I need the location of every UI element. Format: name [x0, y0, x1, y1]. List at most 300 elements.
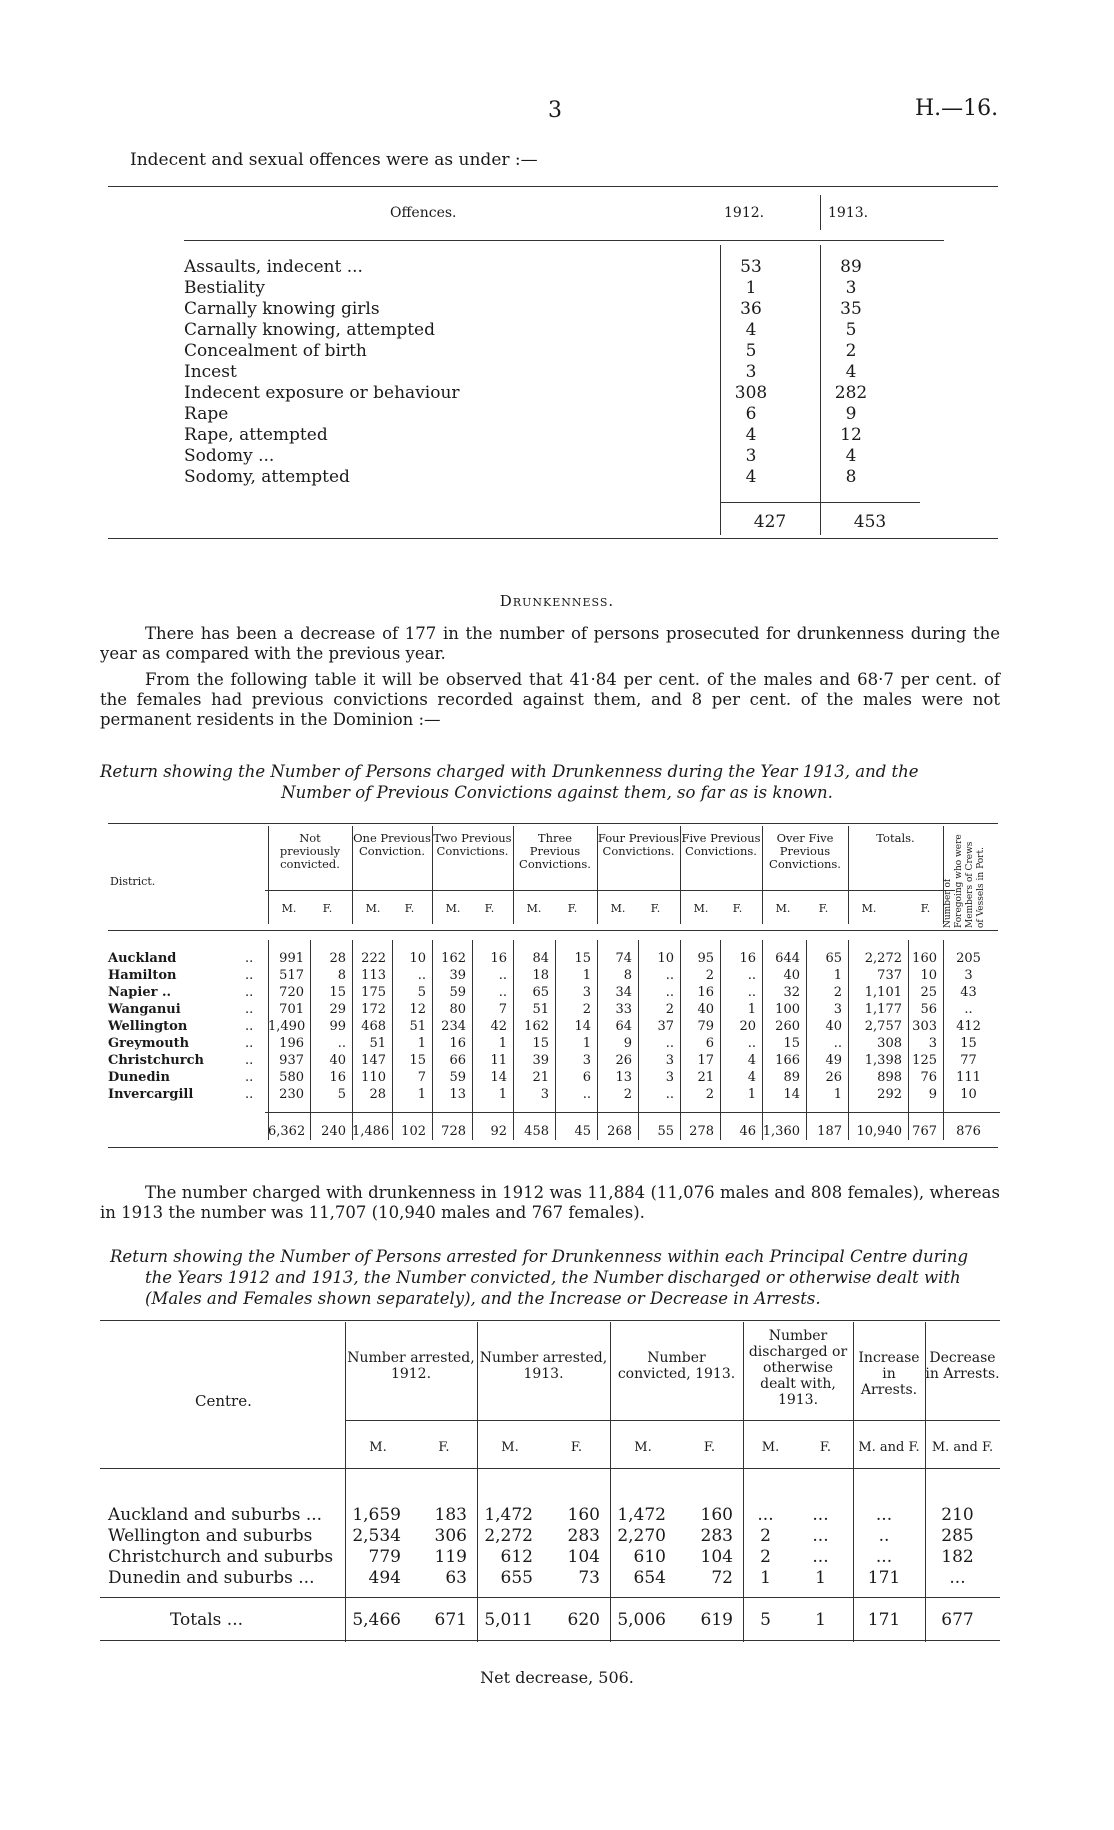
table-cell: 610 [633, 1547, 666, 1567]
table-rule [108, 538, 998, 539]
offences-total-1913: 453 [853, 512, 887, 532]
table-cell: 17 [697, 1053, 714, 1068]
table-cell: 160 [912, 951, 937, 966]
total-cell: 677 [941, 1610, 974, 1630]
col-divider [943, 940, 944, 1140]
value-1913: 12 [840, 425, 862, 445]
col-group-header: One Previous Conviction. [353, 831, 431, 858]
total-cell: 1 [815, 1610, 826, 1630]
header-female: F. [819, 1440, 832, 1455]
table-cell: 84 [532, 951, 549, 966]
table-cell: .. [337, 1036, 346, 1051]
table-cell: 43 [960, 985, 977, 1000]
value-1912: 3 [745, 446, 757, 466]
table-cell: 73 [578, 1568, 600, 1588]
table-cell: 49 [825, 1053, 842, 1068]
col-group-header: Five Previous Convictions. [681, 831, 761, 858]
leader-dots: .. [245, 968, 254, 983]
header-female: F. [404, 902, 415, 915]
table-cell: 1 [417, 1087, 426, 1102]
col-divider [908, 940, 909, 1140]
table-cell: 205 [956, 951, 981, 966]
table-cell: 644 [775, 951, 800, 966]
table-cell: 12 [409, 1002, 426, 1017]
table-cell: 701 [279, 1002, 304, 1017]
table-cell: 80 [449, 1002, 466, 1017]
table-cell: 34 [615, 985, 632, 1000]
table-row [184, 425, 944, 446]
table-cell: .. [878, 1526, 890, 1546]
table-cell: 898 [877, 1070, 902, 1085]
table-caption: Return showing the Number of Persons charged with Drunkenness during the Year 1913, and the [100, 762, 919, 781]
centre-name: Auckland and suburbs ... [108, 1505, 323, 1525]
table-cell: 7 [417, 1070, 426, 1085]
header-male: M. [634, 1440, 652, 1455]
col-divider [555, 940, 556, 1140]
table-rule [184, 240, 944, 241]
value-1912: 5 [745, 341, 757, 361]
total-cell: 1,486 [352, 1124, 390, 1139]
table-cell: 4 [747, 1053, 756, 1068]
table-cell: .. [747, 1036, 756, 1051]
col-divider [472, 940, 473, 1140]
col-group-header: Two Previous Convictions. [433, 831, 512, 858]
district-name: Dunedin [108, 1070, 170, 1085]
table-cell: 15 [960, 1036, 977, 1051]
table-cell: 15 [783, 1036, 800, 1051]
col-group-header: Totals. [876, 831, 915, 845]
header-male: M. [610, 902, 626, 915]
table-row [184, 383, 944, 404]
table-rule [108, 186, 998, 187]
col-header-centre: Centre. [195, 1392, 252, 1410]
value-1913: 5 [845, 320, 857, 340]
offences-intro: Indecent and sexual offences were as under :— [130, 150, 538, 170]
table-cell: 1,472 [617, 1505, 666, 1525]
table-cell: 39 [532, 1053, 549, 1068]
table-cell: 2 [623, 1087, 632, 1102]
table-cell: 1,659 [352, 1505, 401, 1525]
table-rule [100, 1640, 1000, 1641]
table-cell: 42 [490, 1019, 507, 1034]
table-cell: 222 [361, 951, 386, 966]
table-cell: .. [665, 985, 674, 1000]
total-cell: 458 [524, 1124, 549, 1139]
table-cell: 210 [941, 1505, 974, 1525]
table-caption: (Males and Females shown separately), and the Increase or Decrease in Arrests. [145, 1289, 821, 1308]
table-cell: 5 [417, 985, 426, 1000]
table-rule [108, 930, 998, 931]
leader-dots: .. [245, 1002, 254, 1017]
table-cell: 39 [449, 968, 466, 983]
table-cell: 171 [867, 1568, 901, 1588]
table-cell: ... [812, 1505, 829, 1525]
table-cell: ... [949, 1568, 966, 1588]
table-cell: 29 [329, 1002, 346, 1017]
col-divider [853, 1322, 854, 1642]
table-cell: 1 [747, 1087, 756, 1102]
table-cell: 14 [490, 1070, 507, 1085]
table-cell: 991 [279, 951, 304, 966]
table-cell: 66 [449, 1053, 466, 1068]
table-cell: 8 [623, 968, 632, 983]
table-cell: 1 [498, 1087, 507, 1102]
table-cell: 172 [361, 1002, 386, 1017]
table-cell: 162 [524, 1019, 549, 1034]
table-cell: 40 [825, 1019, 842, 1034]
table-cell: 64 [615, 1019, 632, 1034]
table-rule [108, 1147, 998, 1148]
district-name: Wellington [108, 1019, 188, 1034]
value-1912: 36 [740, 299, 762, 319]
district-name: Invercargill [108, 1087, 194, 1102]
total-rule [265, 1112, 1000, 1113]
table-row [184, 320, 944, 341]
table-cell: 95 [697, 951, 714, 966]
offences-total-1912: 427 [753, 512, 787, 532]
table-cell: 183 [434, 1505, 467, 1525]
table-cell: 20 [739, 1019, 756, 1034]
header-male: M. [861, 902, 877, 915]
table-cell: 79 [697, 1019, 714, 1034]
col-header-district: District. [110, 875, 156, 888]
table-cell: 16 [697, 985, 714, 1000]
table-cell: 2 [582, 1002, 591, 1017]
value-1912: 4 [745, 320, 757, 340]
table-cell: 612 [500, 1547, 533, 1567]
table-row [184, 467, 944, 488]
table-cell: 16 [449, 1036, 466, 1051]
totals-label: Totals ... [170, 1610, 243, 1630]
total-cell: 5,466 [352, 1610, 401, 1630]
table-cell: .. [964, 1002, 973, 1017]
table-cell: 21 [532, 1070, 549, 1085]
table-cell: 412 [956, 1019, 981, 1034]
leader-dots: .. [245, 985, 254, 1000]
table-cell: 3 [665, 1070, 674, 1085]
table-cell: 21 [697, 1070, 714, 1085]
offence-label: Rape, attempted [184, 425, 328, 445]
table-cell: 3 [540, 1087, 549, 1102]
total-cell: 1,360 [762, 1124, 800, 1139]
value-1913: 35 [840, 299, 862, 319]
table-rule [108, 823, 998, 824]
table-cell: 28 [369, 1087, 386, 1102]
table-cell: 28 [329, 951, 346, 966]
col-group-header: Increase in Arrests. [858, 1350, 920, 1398]
table-cell: 737 [877, 968, 902, 983]
table-cell: 32 [783, 985, 800, 1000]
offence-label: Incest [184, 362, 237, 382]
value-1912: 1 [745, 278, 757, 298]
table-cell: .. [417, 968, 426, 983]
table-cell: 2,757 [864, 1019, 902, 1034]
table-cell: ... [812, 1526, 829, 1546]
header-male-female: M. and F. [858, 1440, 920, 1455]
header-male: M. [281, 902, 297, 915]
table-cell: 283 [700, 1526, 733, 1546]
total-cell: 171 [867, 1610, 901, 1630]
page-number: 3 [548, 98, 562, 123]
table-cell: 10 [920, 968, 937, 983]
table-cell: 18 [532, 968, 549, 983]
table-cell: 15 [329, 985, 346, 1000]
table-cell: 1,490 [268, 1019, 306, 1034]
header-female: F. [570, 1440, 583, 1455]
table-cell: 1 [498, 1036, 507, 1051]
value-1913: 89 [840, 257, 862, 277]
col-header-1912: 1912. [724, 205, 765, 221]
value-1913: 2 [845, 341, 857, 361]
table-cell: 77 [960, 1053, 977, 1068]
table-cell: 1 [833, 968, 842, 983]
table-cell: 654 [633, 1568, 666, 1588]
leader-dots: .. [245, 951, 254, 966]
col-group-header: Decrease in Arrests. [925, 1350, 1000, 1382]
col-group-header: Number convicted, 1913. [617, 1350, 736, 1382]
table-cell: 16 [329, 1070, 346, 1085]
centre-name: Dunedin and suburbs ... [108, 1568, 315, 1588]
table-cell: 468 [361, 1019, 386, 1034]
col-group-header: Over Five Previous Convictions. [769, 831, 841, 871]
total-rule [720, 502, 920, 503]
table-cell: 4 [747, 1070, 756, 1085]
value-1912: 3 [745, 362, 757, 382]
district-name: Greymouth [108, 1036, 190, 1051]
table-rule [100, 1468, 1000, 1469]
header-male: M. [761, 1440, 780, 1455]
table-cell: 234 [441, 1019, 466, 1034]
table-cell: 1,101 [864, 985, 902, 1000]
table-cell: 937 [279, 1053, 304, 1068]
table-cell: 25 [920, 985, 937, 1000]
col-header-offences: Offences. [390, 205, 457, 221]
col-divider [848, 940, 849, 1140]
table-rule [345, 1420, 1000, 1421]
table-cell: 3 [582, 1053, 591, 1068]
table-cell: 3 [928, 1036, 937, 1051]
table-cell: 59 [449, 985, 466, 1000]
table-cell: 1 [815, 1568, 826, 1588]
header-male: M. [365, 902, 381, 915]
table-cell: 303 [912, 1019, 937, 1034]
offence-label: Carnally knowing, attempted [184, 320, 435, 340]
header-male: M. [775, 902, 791, 915]
table-cell: 14 [574, 1019, 591, 1034]
table-cell: 306 [434, 1526, 467, 1546]
table-cell: 6 [705, 1036, 714, 1051]
offence-label: Sodomy, attempted [184, 467, 350, 487]
district-name: Napier .. [108, 985, 172, 1000]
col-group-header: Number arrested, 1912. [347, 1350, 475, 1382]
table-rule [265, 890, 955, 891]
table-cell: ... [812, 1547, 829, 1567]
value-1913: 4 [845, 362, 857, 382]
table-cell: 162 [441, 951, 466, 966]
total-cell: 92 [490, 1124, 507, 1139]
table-cell: .. [833, 1036, 842, 1051]
table-cell: 285 [941, 1526, 974, 1546]
table-cell: 166 [775, 1053, 800, 1068]
col-divider [432, 940, 433, 1140]
col-group-header: Three Previous Convictions. [519, 831, 591, 871]
total-cell: 671 [434, 1610, 467, 1630]
header-female: F. [567, 902, 578, 915]
col-divider [638, 940, 639, 1140]
col-group-header: Four Previous Convictions. [597, 831, 680, 858]
header-male: M. [501, 1440, 519, 1455]
total-cell: 240 [321, 1124, 346, 1139]
table-cell: 11 [490, 1053, 507, 1068]
header-male-female: M. and F. [931, 1440, 994, 1455]
table-cell: 7 [498, 1002, 507, 1017]
table-cell: 292 [877, 1087, 902, 1102]
district-name: Hamilton [108, 968, 177, 983]
total-cell: 278 [689, 1124, 714, 1139]
table-cell: .. [498, 985, 507, 1000]
table-cell: 2,272 [484, 1526, 533, 1546]
header-female: F. [650, 902, 661, 915]
table-cell: 5 [337, 1087, 346, 1102]
table-cell: 175 [361, 985, 386, 1000]
col-divider [680, 940, 681, 1140]
section-heading: Drunkenness. [499, 592, 615, 610]
table-caption: Return showing the Number of Persons arrested for Drunkenness within each Principal Centre during [110, 1247, 969, 1266]
col-divider [720, 940, 721, 1140]
header-male: M. [445, 902, 461, 915]
table-cell: 113 [361, 968, 386, 983]
table-cell: 196 [279, 1036, 304, 1051]
col-divider [925, 1322, 926, 1642]
table-row [184, 341, 944, 362]
total-cell: 102 [401, 1124, 426, 1139]
total-cell: 619 [700, 1610, 733, 1630]
table-cell: ... [875, 1547, 893, 1567]
paragraph: There has been a decrease of 177 in the number of persons prosecuted for drunkenness during the year as compared with the previous year. [100, 624, 1000, 663]
table-cell: 51 [369, 1036, 386, 1051]
table-cell: 2,534 [352, 1526, 401, 1546]
offence-label: Sodomy ... [184, 446, 275, 466]
table-cell: 33 [615, 1002, 632, 1017]
table-cell: 3 [964, 968, 973, 983]
table-cell: 111 [956, 1070, 981, 1085]
table-row [184, 362, 944, 383]
leader-dots: .. [245, 1070, 254, 1085]
table-cell: 147 [361, 1053, 386, 1068]
total-cell: 5,006 [617, 1610, 666, 1630]
table-cell: 104 [700, 1547, 733, 1567]
table-cell: 160 [567, 1505, 600, 1525]
table-cell: .. [498, 968, 507, 983]
table-cell: 40 [783, 968, 800, 983]
offence-label: Carnally knowing girls [184, 299, 380, 319]
table-cell: 1 [760, 1568, 771, 1588]
total-cell: 268 [607, 1124, 632, 1139]
table-cell: 182 [941, 1547, 974, 1567]
table-cell: .. [582, 1087, 591, 1102]
table-cell: 1,177 [864, 1002, 902, 1017]
table-cell: 9 [928, 1087, 937, 1102]
total-cell: 46 [739, 1124, 756, 1139]
total-cell: 767 [912, 1124, 937, 1139]
table-cell: 9 [623, 1036, 632, 1051]
table-cell: 51 [409, 1019, 426, 1034]
table-row [184, 257, 944, 278]
table-cell: 10 [960, 1087, 977, 1102]
header-male: M. [369, 1440, 387, 1455]
table-cell: 37 [657, 1019, 674, 1034]
table-rule [100, 1320, 1000, 1321]
col-divider [513, 940, 514, 1140]
table-caption: Number of Previous Convictions against them, so far as is known. [281, 783, 833, 802]
paragraph: The number charged with drunkenness in 1912 was 11,884 (11,076 males and 808 females), whereas in 1913 the number was 11,707 (10,940 males and 767 females). [100, 1183, 1000, 1222]
paragraph: From the following table it will be observed that 41·84 per cent. of the males and 68·7 per cent. of the females had previous convictions recorded against them, and 8 per cent. of the males were not permanent residents in the Dominion :— [100, 670, 1000, 729]
table-cell: 1 [582, 968, 591, 983]
table-cell: 76 [920, 1070, 937, 1085]
table-cell: 230 [279, 1087, 304, 1102]
offence-label: Indecent exposure or behaviour [184, 383, 460, 403]
total-cell: 728 [441, 1124, 466, 1139]
table-cell: 160 [700, 1505, 733, 1525]
value-1913: 4 [845, 446, 857, 466]
col-header-crews: Number of Foregoing who were Members of Crews of Vessels in Port. [943, 834, 986, 928]
table-row [184, 299, 944, 320]
table-cell: 517 [279, 968, 304, 983]
table-caption: the Years 1912 and 1913, the Number convicted, the Number discharged or otherwise dealt with [145, 1268, 961, 1287]
table-cell: 26 [825, 1070, 842, 1085]
offence-label: Rape [184, 404, 229, 424]
table-cell: .. [665, 1036, 674, 1051]
col-divider [345, 1322, 346, 1642]
leader-dots: .. [245, 1019, 254, 1034]
table-cell: 3 [665, 1053, 674, 1068]
total-cell: 45 [574, 1124, 591, 1139]
col-divider [268, 940, 269, 1140]
table-cell: 56 [920, 1002, 937, 1017]
table-row [184, 404, 944, 425]
table-cell: 89 [783, 1070, 800, 1085]
table-cell: 72 [711, 1568, 733, 1588]
value-1912: 53 [740, 257, 762, 277]
col-divider [820, 195, 821, 230]
table-cell: 720 [279, 985, 304, 1000]
table-cell: 2,272 [864, 951, 902, 966]
total-cell: 55 [657, 1124, 674, 1139]
table-cell: 59 [449, 1070, 466, 1085]
col-divider [310, 940, 311, 1140]
table-cell: 16 [490, 951, 507, 966]
total-cell: 5,011 [484, 1610, 533, 1630]
header-female: F. [732, 902, 743, 915]
table-cell: 13 [615, 1070, 632, 1085]
table-cell: .. [747, 968, 756, 983]
table-cell: 10 [657, 951, 674, 966]
table-cell: 15 [532, 1036, 549, 1051]
header-female: F. [818, 902, 829, 915]
table-cell: 40 [697, 1002, 714, 1017]
leader-dots: .. [245, 1053, 254, 1068]
table-cell: 1 [833, 1087, 842, 1102]
table-cell: ... [757, 1505, 774, 1525]
header-female: F. [484, 902, 495, 915]
table-cell: 3 [833, 1002, 842, 1017]
total-cell: 5 [760, 1610, 771, 1630]
col-divider [352, 940, 353, 1140]
table-cell: .. [665, 968, 674, 983]
table-cell: 2 [705, 1087, 714, 1102]
series-code: H.—16. [915, 96, 999, 121]
table-cell: 2,270 [617, 1526, 666, 1546]
